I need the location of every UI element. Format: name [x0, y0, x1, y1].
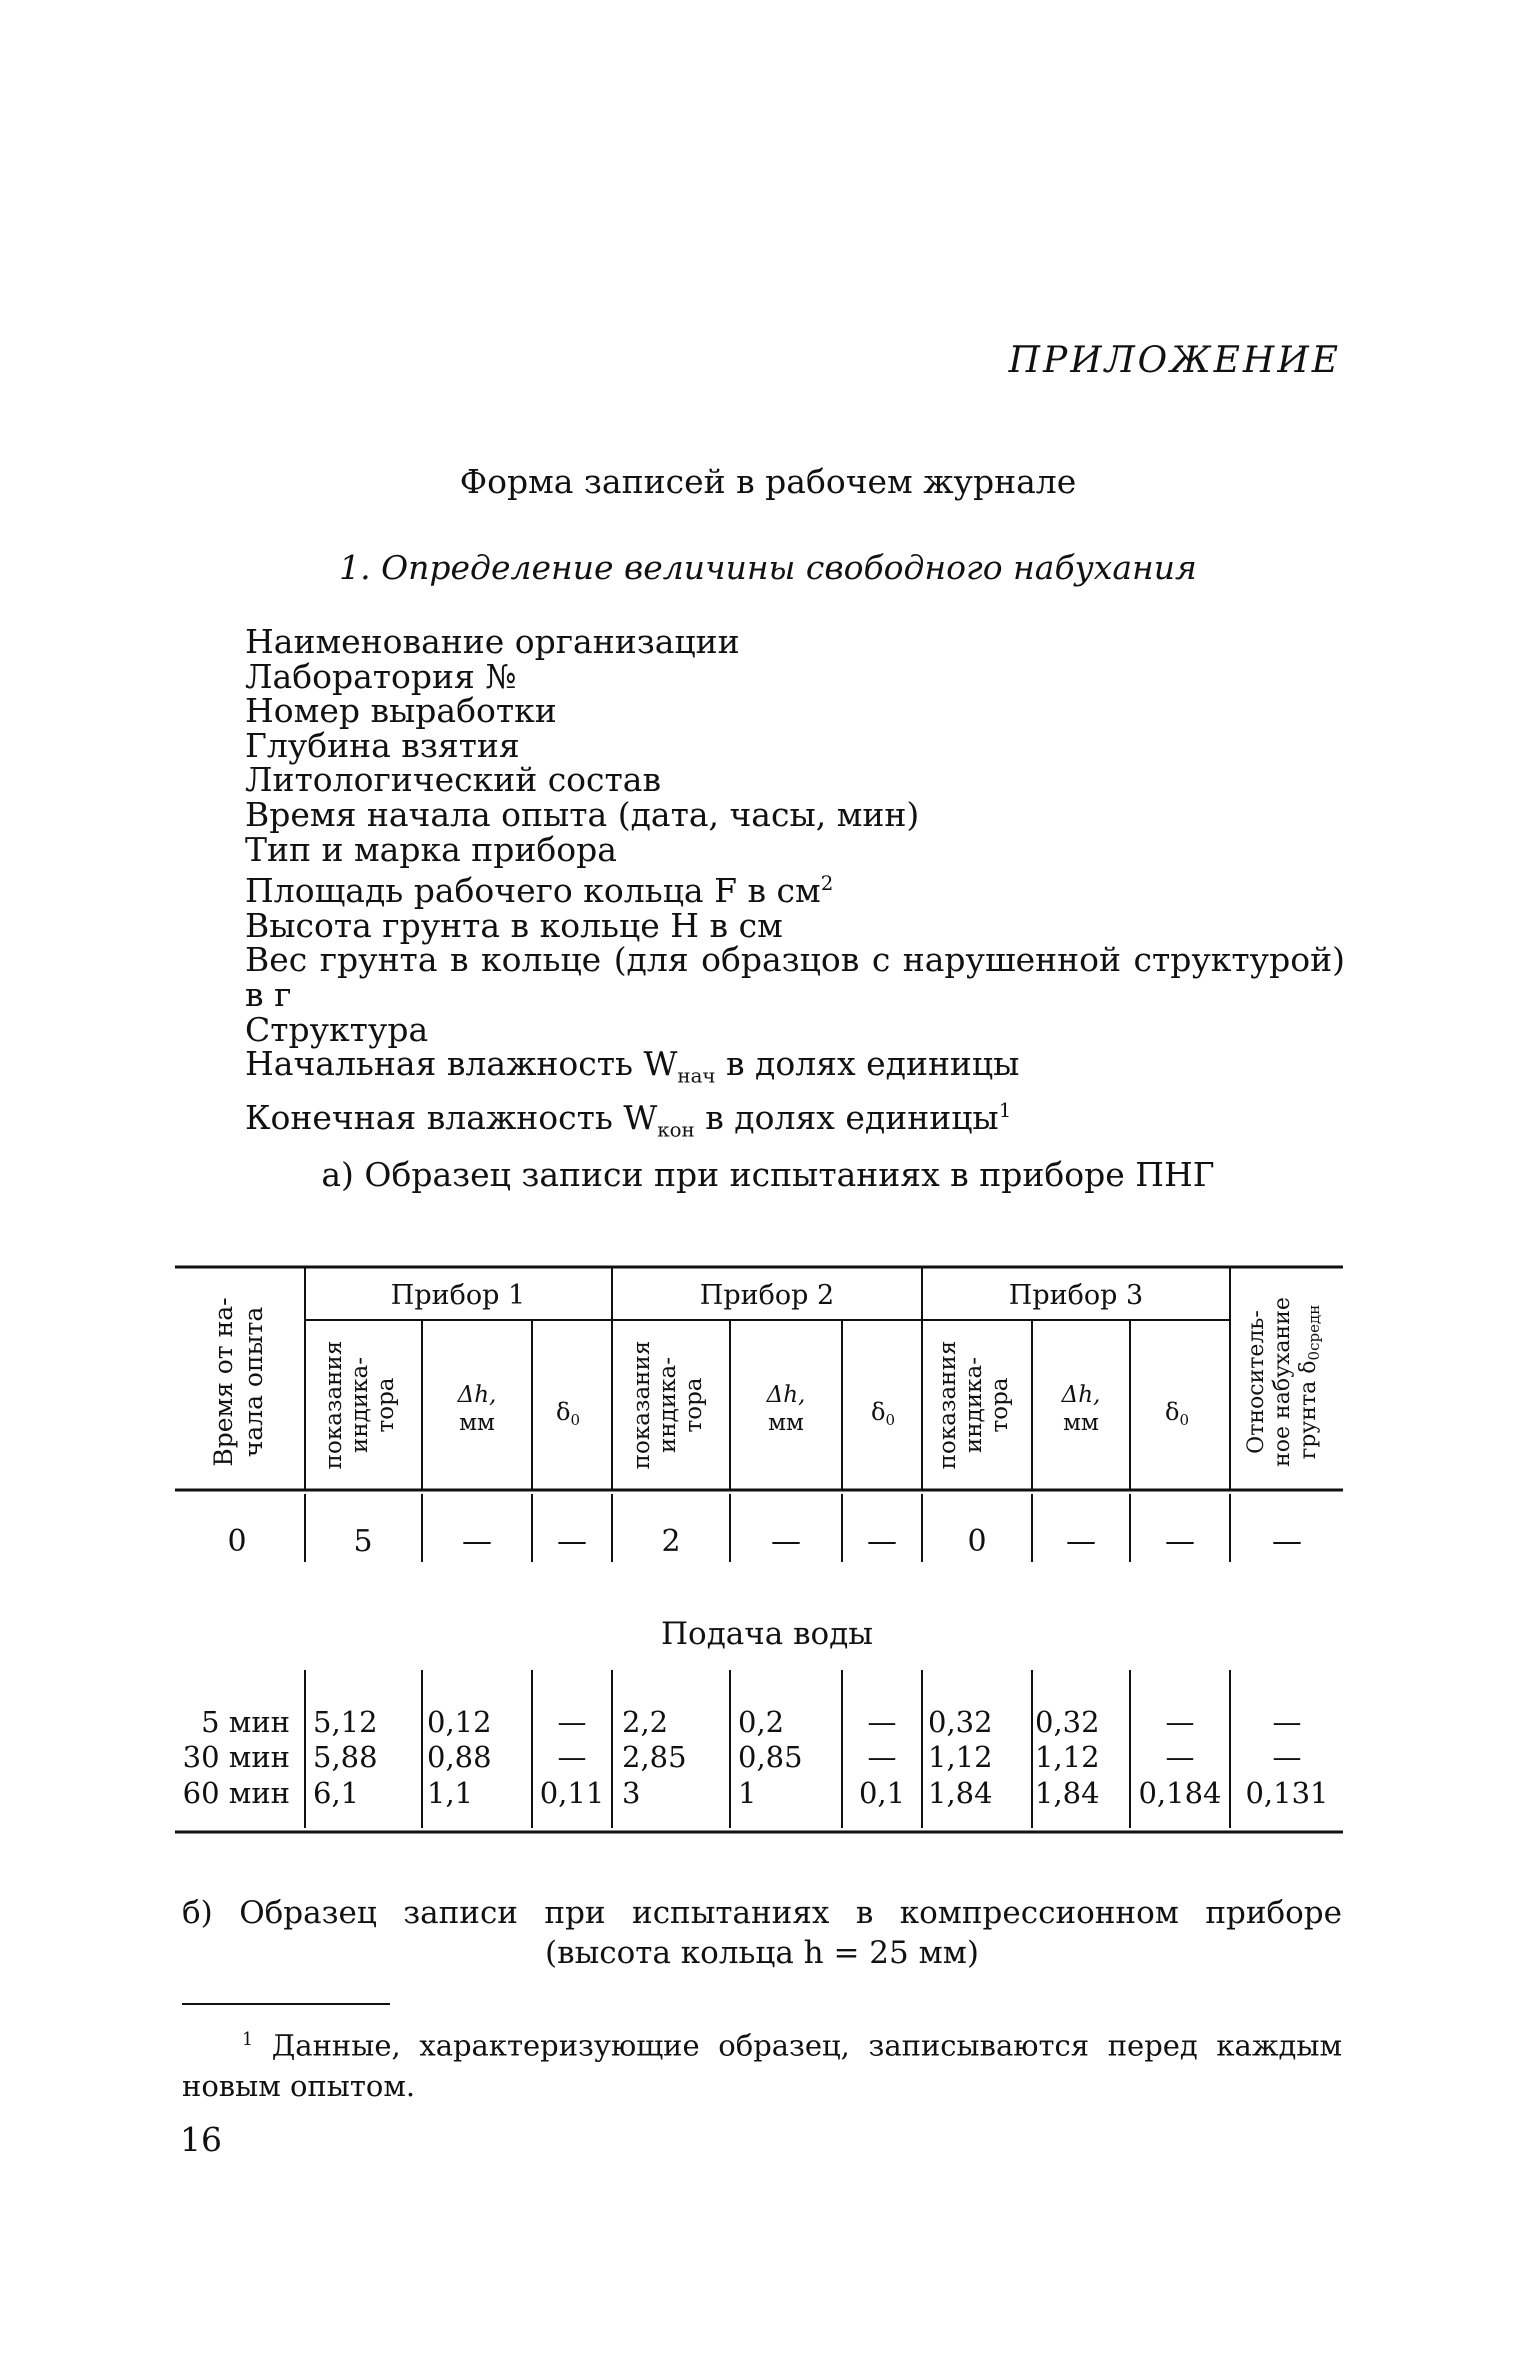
cell: 1,84 [928, 1776, 993, 1810]
dh-unit-2: мм [768, 1410, 804, 1436]
cell: 0,12 [427, 1705, 492, 1739]
field-final-moisture [245, 1094, 1345, 1148]
water-supply-label: Подача воды [661, 1616, 873, 1652]
device-1-header: Прибор 1 [390, 1280, 526, 1311]
field-organization: Наименование организации [245, 622, 740, 661]
swelling-record-table [175, 1262, 1345, 1837]
table-row [201, 1705, 1301, 1739]
time-cell: 60 мин [182, 1776, 290, 1810]
dh-header-1: Δh, [457, 1382, 497, 1408]
final-moisture-sub: кон [657, 1118, 695, 1142]
ring-area-text: Площадь рабочего кольца F в см [245, 871, 821, 911]
cell: 2,2 [622, 1705, 669, 1739]
cell: 0,184 [1138, 1776, 1222, 1810]
field-soil-weight [245, 940, 1345, 980]
device-3-header: Прибор 3 [1008, 1280, 1144, 1311]
row0-cell: 0 [967, 1524, 987, 1559]
dh-header-3: Δh, [1061, 1382, 1101, 1408]
field-laboratory: Лаборатория № [245, 656, 517, 696]
row0-cell: — [1165, 1524, 1195, 1559]
soil-weight-word: Вес [245, 940, 308, 980]
soil-weight-word: кольце [481, 940, 602, 980]
cell: — [1165, 1740, 1195, 1774]
subsection-b-word: испытаниях [632, 1895, 830, 1931]
field-structure: Структура [245, 1009, 429, 1049]
form-title: Форма записей в рабочем журнале [459, 462, 1077, 501]
indicator-line: тора [987, 1377, 1013, 1433]
initial-moisture-sub: нач [677, 1064, 716, 1088]
device-2-header: Прибор 2 [699, 1280, 835, 1311]
row0-cell: 5 [353, 1524, 373, 1559]
cell: — [1272, 1705, 1302, 1739]
dh-unit-3: мм [1063, 1410, 1099, 1436]
cell: — [1272, 1740, 1302, 1774]
cell: — [557, 1705, 587, 1739]
subsection-b-line1 [182, 1893, 1342, 1933]
rel-swell-text: грунта δ [1296, 1360, 1321, 1460]
indicator-line: показания [629, 1340, 655, 1470]
row0-cell: — [557, 1524, 587, 1559]
field-device-type: Тип и марка прибора [245, 829, 617, 869]
field-soil-height: Высота грунта в кольце H в см [245, 905, 783, 945]
cell: 1,12 [928, 1740, 993, 1774]
delta-symbol: δ [1165, 1398, 1180, 1426]
footnote-ref: 1 [998, 1099, 1012, 1123]
time-column-header [209, 1297, 268, 1466]
rel-swell-line: Относитель- [1244, 1310, 1269, 1454]
field-start-time: Время начала опыта (дата, часы, мин) [245, 794, 920, 834]
indicator-line: показания [935, 1340, 961, 1470]
cell: — [557, 1740, 587, 1774]
delta-symbol: δ [556, 1398, 571, 1426]
data-rows [183, 1705, 1329, 1810]
cell: 0,2 [738, 1705, 785, 1739]
soil-weight-word: в [449, 940, 469, 980]
cell: 5,88 [313, 1740, 378, 1774]
soil-weight-word: структурой) [1133, 940, 1345, 980]
row0-cell: 0 [227, 1524, 247, 1559]
cell: 0,32 [928, 1705, 993, 1739]
subsection-b-word: записи [403, 1895, 518, 1931]
delta-sub: 0 [570, 1411, 580, 1429]
row0-cell: — [1272, 1524, 1302, 1559]
table-row [183, 1776, 1329, 1810]
soil-weight-word: (для [613, 940, 689, 980]
table-row [183, 1740, 1302, 1774]
section-title: 1. Определение величины свободного набухания [339, 548, 1197, 587]
soil-weight-word: образцов [701, 940, 860, 980]
cell: 1,84 [1035, 1776, 1100, 1810]
delta-header-1 [556, 1398, 580, 1429]
cell: 5,12 [313, 1705, 378, 1739]
delta-sub: 0 [885, 1411, 895, 1429]
soil-weight-word: грунта [319, 940, 438, 980]
footnote-text: Данные, характеризующие образец, записываются перед каждым новым опытом. [182, 2028, 1342, 2103]
indicator-line: индика- [347, 1356, 373, 1454]
table-svg [175, 1262, 1345, 1837]
row-zero [227, 1524, 1302, 1559]
subsection-b-title [182, 1893, 1342, 1973]
cell: 2,85 [622, 1740, 687, 1774]
row0-cell: — [867, 1524, 897, 1559]
subsection-b-word: в [855, 1895, 874, 1931]
delta-header-2 [871, 1398, 895, 1429]
field-depth: Глубина взятия [245, 725, 520, 765]
cell: 1 [738, 1776, 757, 1810]
subsection-b-word: Образец [239, 1895, 377, 1931]
subsection-b-word: при [544, 1895, 606, 1931]
time-header-line: чала опыта [239, 1306, 268, 1458]
soil-weight-word: с [871, 940, 891, 980]
dh-unit-1: мм [459, 1410, 495, 1436]
cell: 6,1 [313, 1776, 360, 1810]
delta-sub: 0 [1179, 1411, 1189, 1429]
subsection-b-word: приборе [1205, 1895, 1342, 1931]
cell: — [867, 1705, 897, 1739]
relative-swelling-header [1244, 1297, 1323, 1467]
cell: — [1165, 1705, 1195, 1739]
rel-swell-sub: 0средн [1305, 1304, 1323, 1361]
ring-area-sup: 2 [820, 872, 834, 896]
page-number: 16 [180, 2120, 222, 2159]
subsection-a-title: а) Образец записи при испытаниях в приборе ПНГ [321, 1155, 1215, 1194]
final-moisture-unit: в долях единицы [694, 1098, 999, 1138]
initial-moisture-unit: в долях единицы [715, 1044, 1020, 1084]
field-ring-area [245, 867, 1345, 909]
delta-symbol: δ [871, 1398, 886, 1426]
time-header-line: Время от на- [209, 1297, 238, 1467]
rel-swell-line: ное набухание [1270, 1297, 1295, 1467]
row0-cell: — [462, 1524, 492, 1559]
soil-weight-word: нарушенной [902, 940, 1122, 980]
cell: — [867, 1740, 897, 1774]
appendix-heading: ПРИЛОЖЕНИЕ [1008, 340, 1341, 381]
initial-moisture-text: Начальная влажность W [245, 1044, 678, 1084]
footnote-divider [182, 2003, 390, 2005]
dh-header-2: Δh, [766, 1382, 806, 1408]
field-mine-number: Номер выработки [245, 691, 557, 731]
indicator-line: индика- [961, 1356, 987, 1454]
cell: 0,32 [1035, 1705, 1100, 1739]
cell: 1,1 [427, 1776, 474, 1810]
time-cell: 5 мин [201, 1705, 290, 1739]
footnote [182, 2020, 1342, 2106]
cell: 0,11 [539, 1776, 605, 1810]
rel-swell-line [1296, 1305, 1323, 1459]
record-fields-list [245, 622, 1345, 1149]
footnote-mark: 1 [242, 2030, 254, 2050]
row0-cell: 2 [661, 1524, 681, 1559]
indicator-line: тора [681, 1377, 707, 1433]
cell: 1,12 [1035, 1740, 1100, 1774]
final-moisture-text: Конечная влажность W [245, 1098, 658, 1138]
indicator-header-1 [321, 1341, 399, 1470]
indicator-header-3 [935, 1341, 1013, 1470]
subsection-b-word: компрессионном [899, 1895, 1179, 1931]
delta-header-3 [1165, 1398, 1189, 1429]
field-soil-weight-unit: в г [245, 974, 292, 1014]
cell: 0,131 [1245, 1776, 1329, 1810]
row0-cell: — [771, 1524, 801, 1559]
cell: 3 [622, 1776, 641, 1810]
cell: 0,85 [738, 1740, 803, 1774]
field-lithology: Литологический состав [245, 760, 662, 800]
subsection-b-line2: (высота кольца h = 25 мм) [545, 1935, 979, 1971]
indicator-line: индика- [655, 1356, 681, 1454]
indicator-line: тора [373, 1377, 399, 1433]
field-initial-moisture [245, 1044, 1345, 1094]
subsection-b-word: б) [182, 1895, 213, 1931]
cell: 0,88 [427, 1740, 492, 1774]
cell: 0,1 [858, 1776, 906, 1810]
indicator-line: показания [321, 1340, 347, 1470]
indicator-header-2 [629, 1341, 707, 1470]
time-cell: 30 мин [182, 1740, 290, 1774]
row0-cell: — [1066, 1524, 1096, 1559]
